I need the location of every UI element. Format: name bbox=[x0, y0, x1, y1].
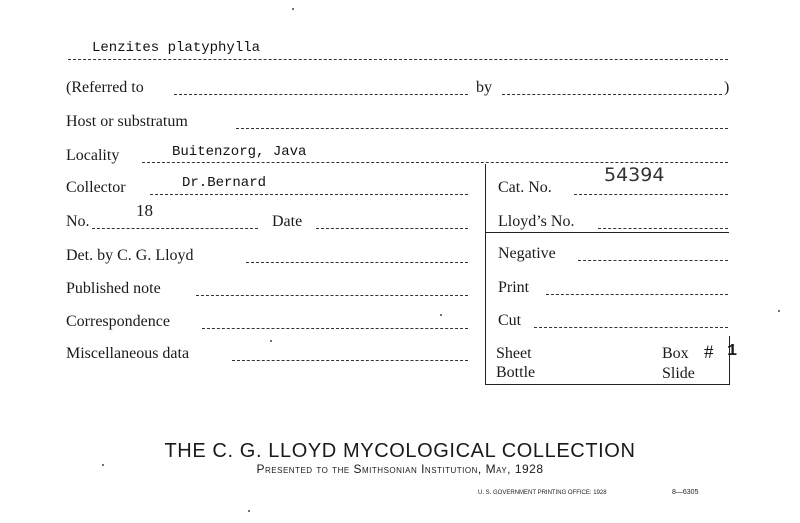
no-label: No. bbox=[66, 213, 90, 230]
cut-line bbox=[534, 327, 728, 328]
box-label: Box bbox=[662, 345, 689, 362]
cut-label: Cut bbox=[498, 312, 522, 329]
correspondence-line bbox=[202, 328, 468, 329]
cat-no-label: Cat. No. bbox=[498, 179, 552, 196]
collector-line bbox=[150, 194, 468, 195]
print-label: Print bbox=[498, 279, 530, 296]
referred-to-label: (Referred to bbox=[66, 79, 144, 96]
by-label: by bbox=[476, 79, 492, 96]
close-paren: ) bbox=[724, 79, 730, 96]
box-value: 1 bbox=[727, 342, 738, 361]
box-hash: # bbox=[704, 342, 714, 363]
form-code: 8—6305 bbox=[672, 489, 699, 496]
collector-label: Collector bbox=[66, 179, 126, 196]
referred-to-line bbox=[174, 94, 468, 95]
collection-title: THE C. G. LLOYD MYCOLOGICAL COLLECTION bbox=[164, 440, 636, 462]
box-left-border bbox=[485, 164, 486, 384]
bottle-label: Bottle bbox=[496, 364, 536, 381]
by-line bbox=[502, 94, 722, 95]
species-line bbox=[68, 59, 728, 60]
host-line bbox=[236, 128, 728, 129]
scan-speck bbox=[248, 510, 250, 512]
misc-line bbox=[232, 360, 468, 361]
print-line bbox=[546, 294, 728, 295]
locality-line bbox=[142, 162, 728, 163]
det-by-label: Det. by C. G. Lloyd bbox=[66, 247, 194, 264]
scan-speck bbox=[440, 314, 442, 316]
box-divider bbox=[485, 232, 729, 233]
scan-speck bbox=[102, 464, 104, 466]
published-note-line bbox=[196, 295, 468, 296]
species-name: Lenzites platyphylla bbox=[92, 40, 261, 56]
lloyds-no-label: Lloyd’s No. bbox=[498, 213, 575, 230]
scan-speck bbox=[292, 8, 294, 10]
misc-label: Miscellaneous data bbox=[66, 345, 190, 362]
box-bottom-border bbox=[485, 384, 730, 385]
locality-label: Locality bbox=[66, 147, 120, 164]
locality-value: Buitenzorg, Java bbox=[172, 144, 307, 160]
no-line bbox=[92, 228, 258, 229]
negative-line bbox=[578, 260, 728, 261]
slide-label: Slide bbox=[662, 365, 695, 382]
scan-speck bbox=[778, 310, 780, 312]
lloyds-no-line bbox=[598, 228, 728, 229]
collection-subtitle: Presented to the Smithsonian Institution, May, 1928 bbox=[256, 462, 544, 476]
host-label: Host or substratum bbox=[66, 113, 188, 130]
published-note-label: Published note bbox=[66, 280, 161, 297]
date-line bbox=[316, 228, 468, 229]
negative-label: Negative bbox=[498, 245, 556, 262]
sheet-label: Sheet bbox=[496, 345, 532, 362]
scan-speck bbox=[270, 340, 272, 342]
det-by-line bbox=[246, 262, 468, 263]
no-value: 18 bbox=[136, 201, 153, 220]
date-label: Date bbox=[272, 213, 303, 230]
printer-imprint: U. S. GOVERNMENT PRINTING OFFICE: 1928 bbox=[478, 490, 607, 496]
collector-value: Dr.Bernard bbox=[182, 175, 267, 191]
correspondence-label: Correspondence bbox=[66, 313, 170, 330]
cat-no-line bbox=[574, 194, 728, 195]
cat-no-value: 54394 bbox=[604, 164, 665, 186]
